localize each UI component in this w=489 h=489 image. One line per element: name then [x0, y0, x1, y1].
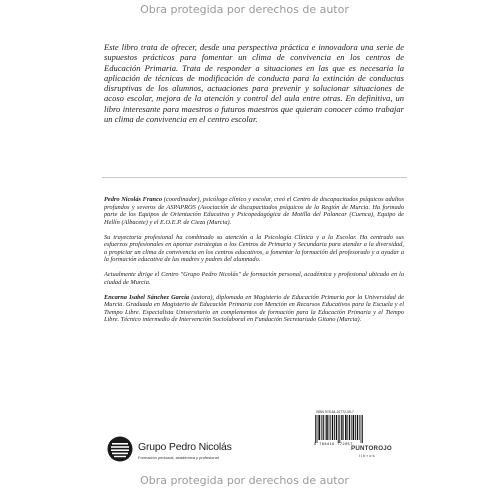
barcode-digits: 9 788416 772057: [314, 443, 353, 447]
author-bios: [104, 196, 404, 331]
publisher-sub: libros: [359, 453, 376, 458]
director-paragraph: Actualmente dirige el Centro "Grupo Pedro Nicolás" de formación personal, académica y profesional ubicado en la ciudad de Murcia.: [104, 271, 404, 286]
author2-text: (autora), diplomada en Magisterio de Educación Primaria por la Universidad de Murcia. Graduada en Magisterio de Educación Primaria con Mención en Recursos Educativos para la Escuela y el Tiempo Libre. Especialista Universitario en complementos de formación para la Educación Primaria y el Tiempo Libre. Técnico intermedio de Intervención Sociolaboral en Fundación Secretariado Gitano (Murcia).: [104, 293, 404, 324]
author1-name: Pedro Nicolás Franco: [104, 196, 163, 203]
author2-bio: [104, 294, 404, 324]
watermark-bottom: Obra protegida por derechos de autor: [140, 474, 349, 487]
publisher-name: PUNTOROJO: [351, 445, 392, 452]
logo-tagline: Formación personal, académica y profesional: [138, 455, 219, 460]
watermark-top: Obra protegida por derechos de autor: [140, 3, 349, 16]
author2-name: Encarna Isabel Sánchez García: [104, 293, 190, 301]
barcode-icon: [314, 415, 366, 443]
author1-bio: [104, 196, 404, 226]
grupo-pedro-nicolas-logo: [107, 436, 247, 466]
back-cover: [0, 18, 489, 470]
logo-name: Grupo Pedro Nicolás: [138, 441, 232, 453]
trajectory-paragraph: Su trayectoria profesional ha combinado su atención a la Psicología Clínica y a la Escolar. Ha centrado sus esfuerzos profesionales en aportar estrategias a los Centros de Primaria y Secundaria para atender a la diversidad, a propiciar un clima de convivencia en los centros educativos, a fomentar la formación del profesorado y a ayudar a la formación educativa de las madres y padres del alumnado.: [104, 233, 404, 264]
publisher-logo: [351, 445, 411, 467]
logo-mark-icon: [107, 436, 133, 462]
divider: [102, 177, 407, 178]
author1-text: (coordinador), psicólogo clínico y escolar, creó el Centro de discapacitados psíquicos adultos profundos y severos de ASPAPROS (Asociación de discapacitados psíquicos de la Región de Murcia. Ha formado parte de los Equipos de Orientación Educativa y Psicopedagógica de Motilla del Palancar (Cuenca), Equipo de Hellín (Albacete) y el E.O.E.P. de Cieza (Murcia).: [104, 196, 404, 226]
isbn-label: ISBN 978-84-16772-05-7: [316, 410, 354, 414]
book-blurb: Este libro trata de ofrecer, desde una perspectiva práctica e innovadora una serie de supuestos prácticos para fomentar un clima de convivencia en los centros de Educación Primaria. Trata de responder a situaciones en las que es necesaria la aplicación de técnicas de modificación de conducta para la extinción de conductas disruptivas de los alumnos, actuaciones para prevenir y solucionar situaciones de acoso escolar, mejora de la atención y control del aula entre otras. En definitiva, un libro interesante para maestros o futuros maestros que quieran conocer cómo trabajar un clima de convivencia en el centro escolar.: [104, 42, 404, 125]
